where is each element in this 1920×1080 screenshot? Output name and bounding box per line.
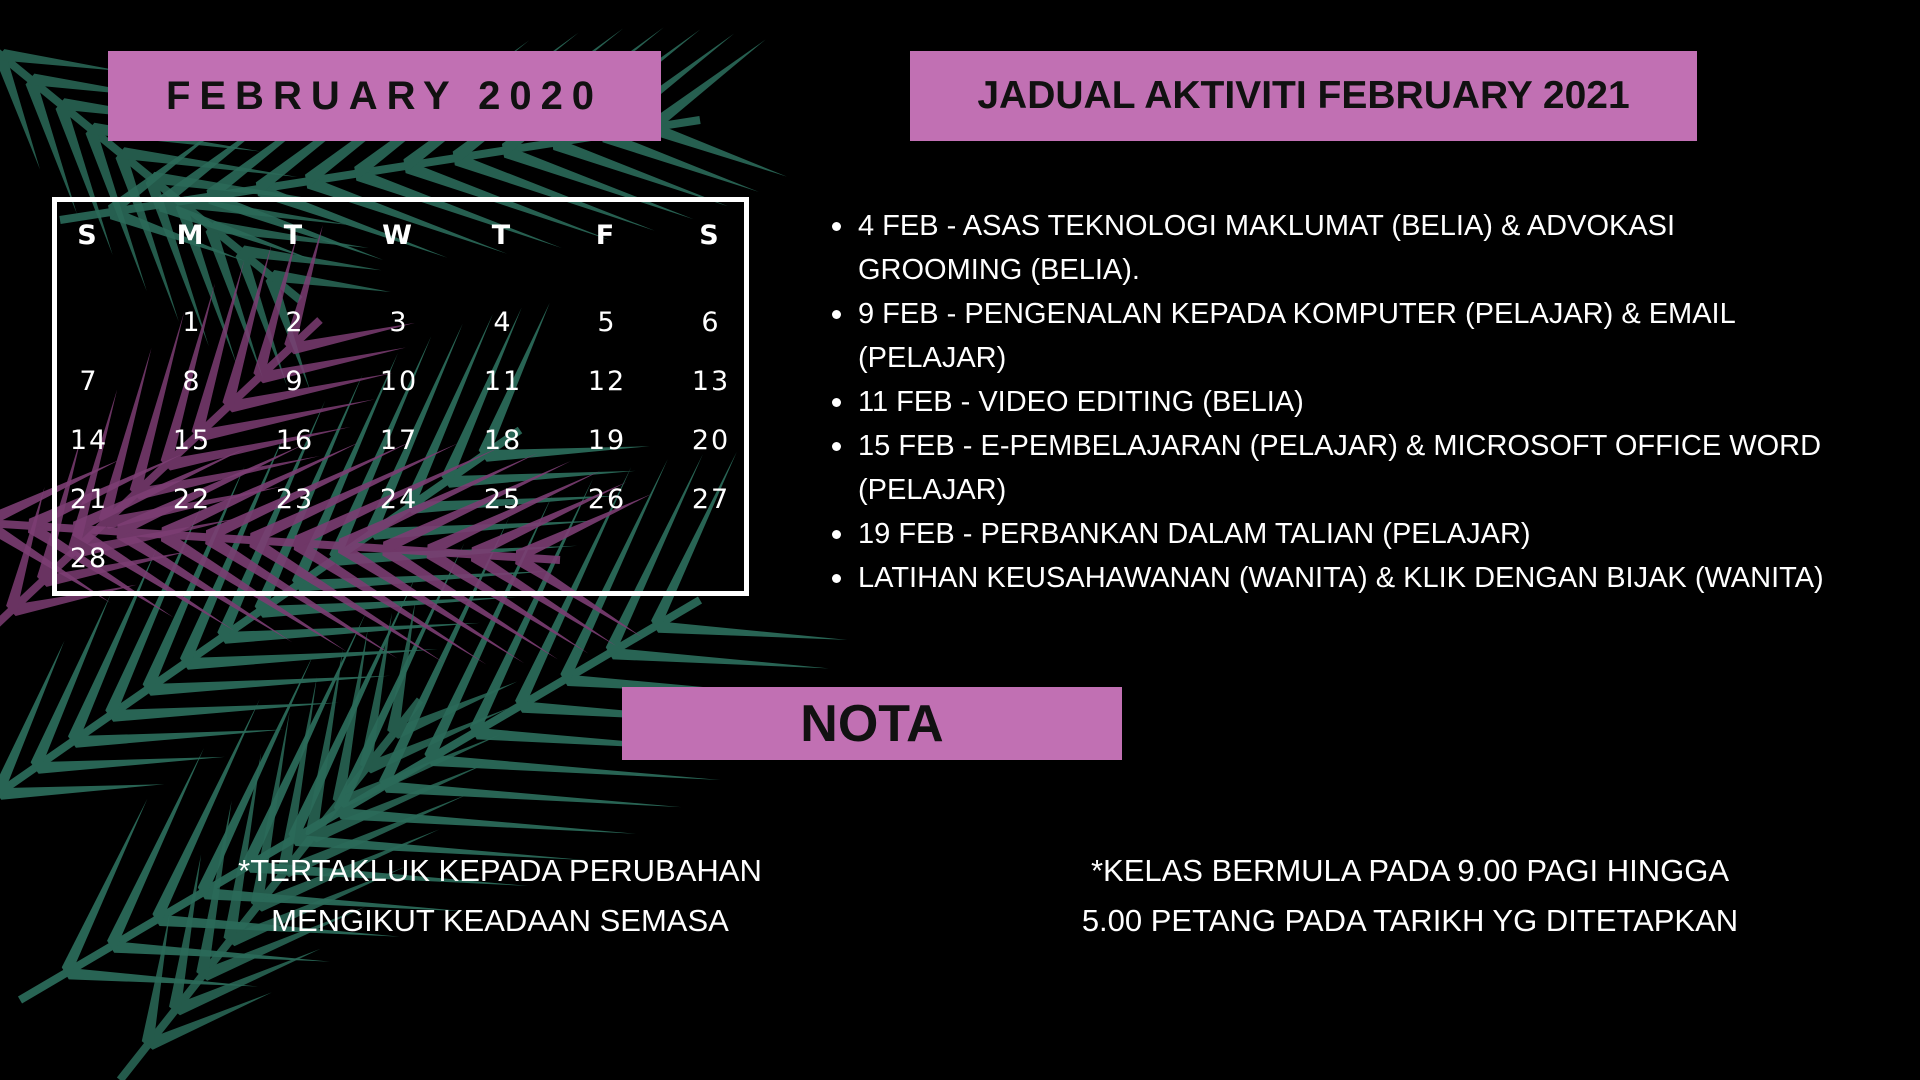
activity-item: 11 FEB - VIDEO EDITING (BELIA): [830, 380, 1840, 424]
calendar-day: 21: [69, 484, 109, 515]
weekday-label: F: [595, 220, 615, 251]
calendar-day: 17: [379, 425, 419, 456]
calendar-day: 28: [69, 543, 109, 574]
calendar-day: 26: [587, 484, 627, 515]
calendar-day: 23: [275, 484, 315, 515]
calendar-grid: [52, 197, 749, 596]
calendar-day: 19: [587, 425, 627, 456]
calendar-day: 8: [182, 366, 202, 397]
note-right-line: 5.00 PETANG PADA TARIKH YG DITETAPKAN: [1081, 903, 1739, 938]
calendar-day: 4: [493, 307, 513, 338]
weekday-label: T: [283, 220, 303, 251]
weekday-label: S: [77, 220, 97, 251]
calendar-day: 9: [285, 366, 305, 397]
calendar-day: 27: [691, 484, 731, 515]
calendar-day: 5: [597, 307, 617, 338]
calendar-day: 11: [483, 366, 523, 397]
calendar-day: 16: [275, 425, 315, 456]
activity-item: 4 FEB - ASAS TEKNOLOGI MAKLUMAT (BELIA) & ADVOKASI GROOMING (BELIA).: [830, 204, 1840, 292]
calendar-day: 24: [379, 484, 419, 515]
activity-item: LATIHAN KEUSAHAWANAN (WANITA) & KLIK DENGAN BIJAK (WANITA): [830, 556, 1840, 600]
nota-banner: [622, 687, 1122, 760]
calendar-day: 2: [285, 307, 305, 338]
calendar-day: 22: [172, 484, 212, 515]
calendar-day: 15: [172, 425, 212, 456]
weekday-label: S: [699, 220, 719, 251]
weekday-label: M: [176, 220, 204, 251]
nota-title: NOTA: [800, 694, 944, 753]
calendar-day: 13: [691, 366, 731, 397]
calendar-title-banner: [108, 51, 661, 141]
calendar-day: 3: [389, 307, 409, 338]
calendar-day: 20: [691, 425, 731, 456]
calendar-day: 18: [483, 425, 523, 456]
note-left-line: *TERTAKLUK KEPADA PERUBAHAN: [238, 853, 762, 888]
calendar-day: 1: [182, 307, 202, 338]
calendar-day: 12: [587, 366, 627, 397]
activity-item: 9 FEB - PENGENALAN KEPADA KOMPUTER (PELAJAR) & EMAIL (PELAJAR): [830, 292, 1840, 380]
activity-list: [830, 204, 1840, 600]
activities-title-banner: [910, 51, 1697, 141]
palm-frond: [120, 601, 517, 1080]
calendar-day: 6: [701, 307, 721, 338]
note-left: [200, 846, 800, 946]
note-right-line: *KELAS BERMULA PADA 9.00 PAGI HINGGA: [1090, 853, 1730, 888]
calendar-day: 25: [483, 484, 523, 515]
activity-item: 15 FEB - E-PEMBELAJARAN (PELAJAR) & MICROSOFT OFFICE WORD (PELAJAR): [830, 424, 1840, 512]
note-right: [1040, 846, 1780, 946]
calendar-day: 14: [69, 425, 109, 456]
note-left-line: MENGIKUT KEADAAN SEMASA: [271, 903, 729, 938]
activity-item: 19 FEB - PERBANKAN DALAM TALIAN (PELAJAR): [830, 512, 1840, 556]
calendar-title: FEBRUARY 2020: [165, 73, 604, 118]
weekday-label: T: [491, 220, 511, 251]
activities-title: JADUAL AKTIVITI FEBRUARY 2021: [977, 74, 1630, 117]
calendar-day: 10: [379, 366, 419, 397]
calendar-day: 7: [79, 366, 99, 397]
weekday-label: W: [382, 220, 412, 251]
